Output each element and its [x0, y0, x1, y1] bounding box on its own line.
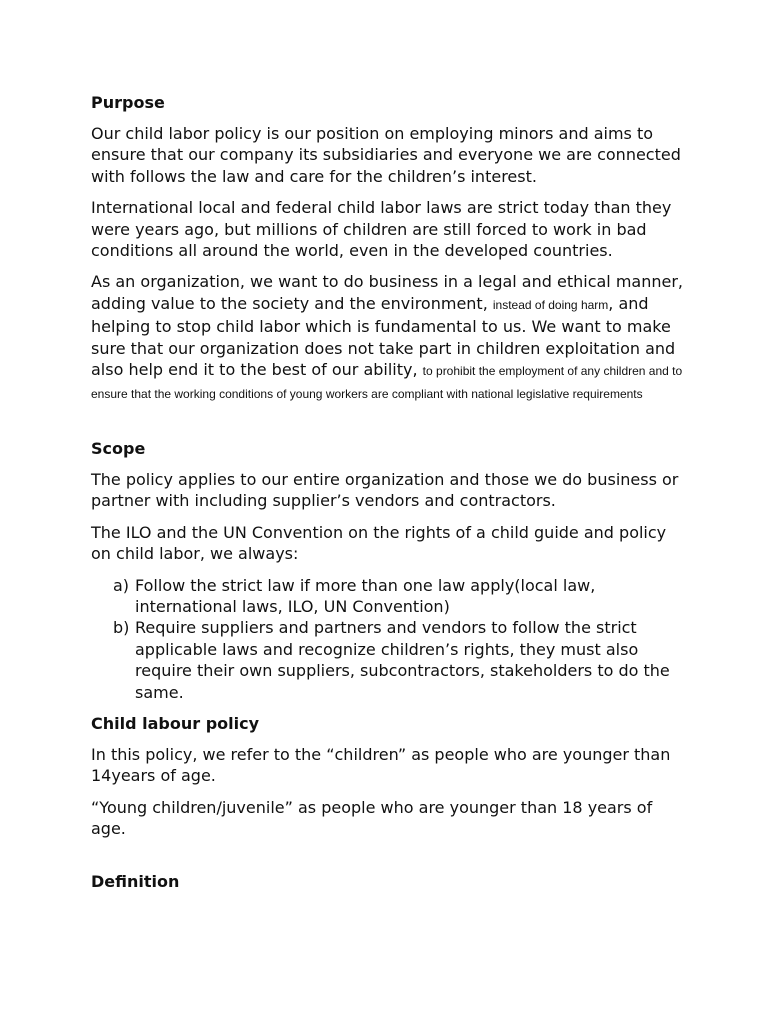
scope-paragraph-2: The ILO and the UN Convention on the rights of a child guide and policy on child labor, we always:: [91, 522, 667, 564]
purpose-paragraph-1: Our child labor policy is our position on employing minors and aims to ensure that our company its subsidiaries and everyone we are connected with follows the law and care for the children’s interest.: [91, 124, 681, 186]
section-spacer: [91, 416, 691, 438]
list-item: [113, 617, 691, 703]
purpose-paragraph-3: [91, 271, 691, 405]
purpose-paragraph-2: International local and federal child labor laws are strict today than they were years ago, but millions of children are still forced to work in bad conditions all around the world, even in the developed countries.: [91, 198, 672, 261]
list-item-text: Follow the strict law if more than one law apply(local law, international laws, ILO, UN Convention): [135, 575, 596, 616]
scope-list: [91, 575, 691, 703]
list-item: [113, 575, 691, 618]
list-item-marker: a): [113, 575, 130, 595]
child-labour-policy-paragraph-2: “Young children/juvenile” as people who are younger than 18 years of age.: [91, 797, 653, 839]
child-labour-policy-paragraph-1: In this policy, we refer to the “children” as people who are younger than 14years of age.: [91, 744, 671, 786]
purpose-paragraph-3-part-b: instead of doing harm: [492, 297, 609, 312]
child-labour-policy-heading: Child labour policy: [91, 713, 260, 733]
purpose-paragraph-3-part-d: to prohibit the employment of any children and to ensure that the working conditions of young workers are compliant with national legislative requirements: [91, 364, 683, 402]
scope-heading: Scope: [91, 438, 146, 458]
list-item-text: Require suppliers and partners and vendors to follow the strict applicable laws and recognize children’s rights, they must also require their own suppliers, subcontractors, stakeholders to do the same.: [135, 618, 670, 702]
purpose-paragraph-3-part-c: , and helping to stop child labor which is fundamental to us. We want to make sure that our organization does not take part in children exploitation and also help end it to the best of our ability,: [91, 293, 676, 380]
scope-paragraph-1: The policy applies to our entire organization and those we do business or partner with including supplier’s vendors and contractors.: [91, 469, 679, 511]
purpose-paragraph-3-part-a: As an organization, we want to do business in a legal and ethical manner, adding value to the society and the environment,: [91, 272, 684, 313]
list-item-marker: b): [113, 618, 130, 638]
document-body: [91, 92, 691, 902]
section-spacer: [91, 850, 691, 871]
definition-heading: Definition: [91, 871, 180, 891]
purpose-heading: Purpose: [91, 93, 165, 112]
